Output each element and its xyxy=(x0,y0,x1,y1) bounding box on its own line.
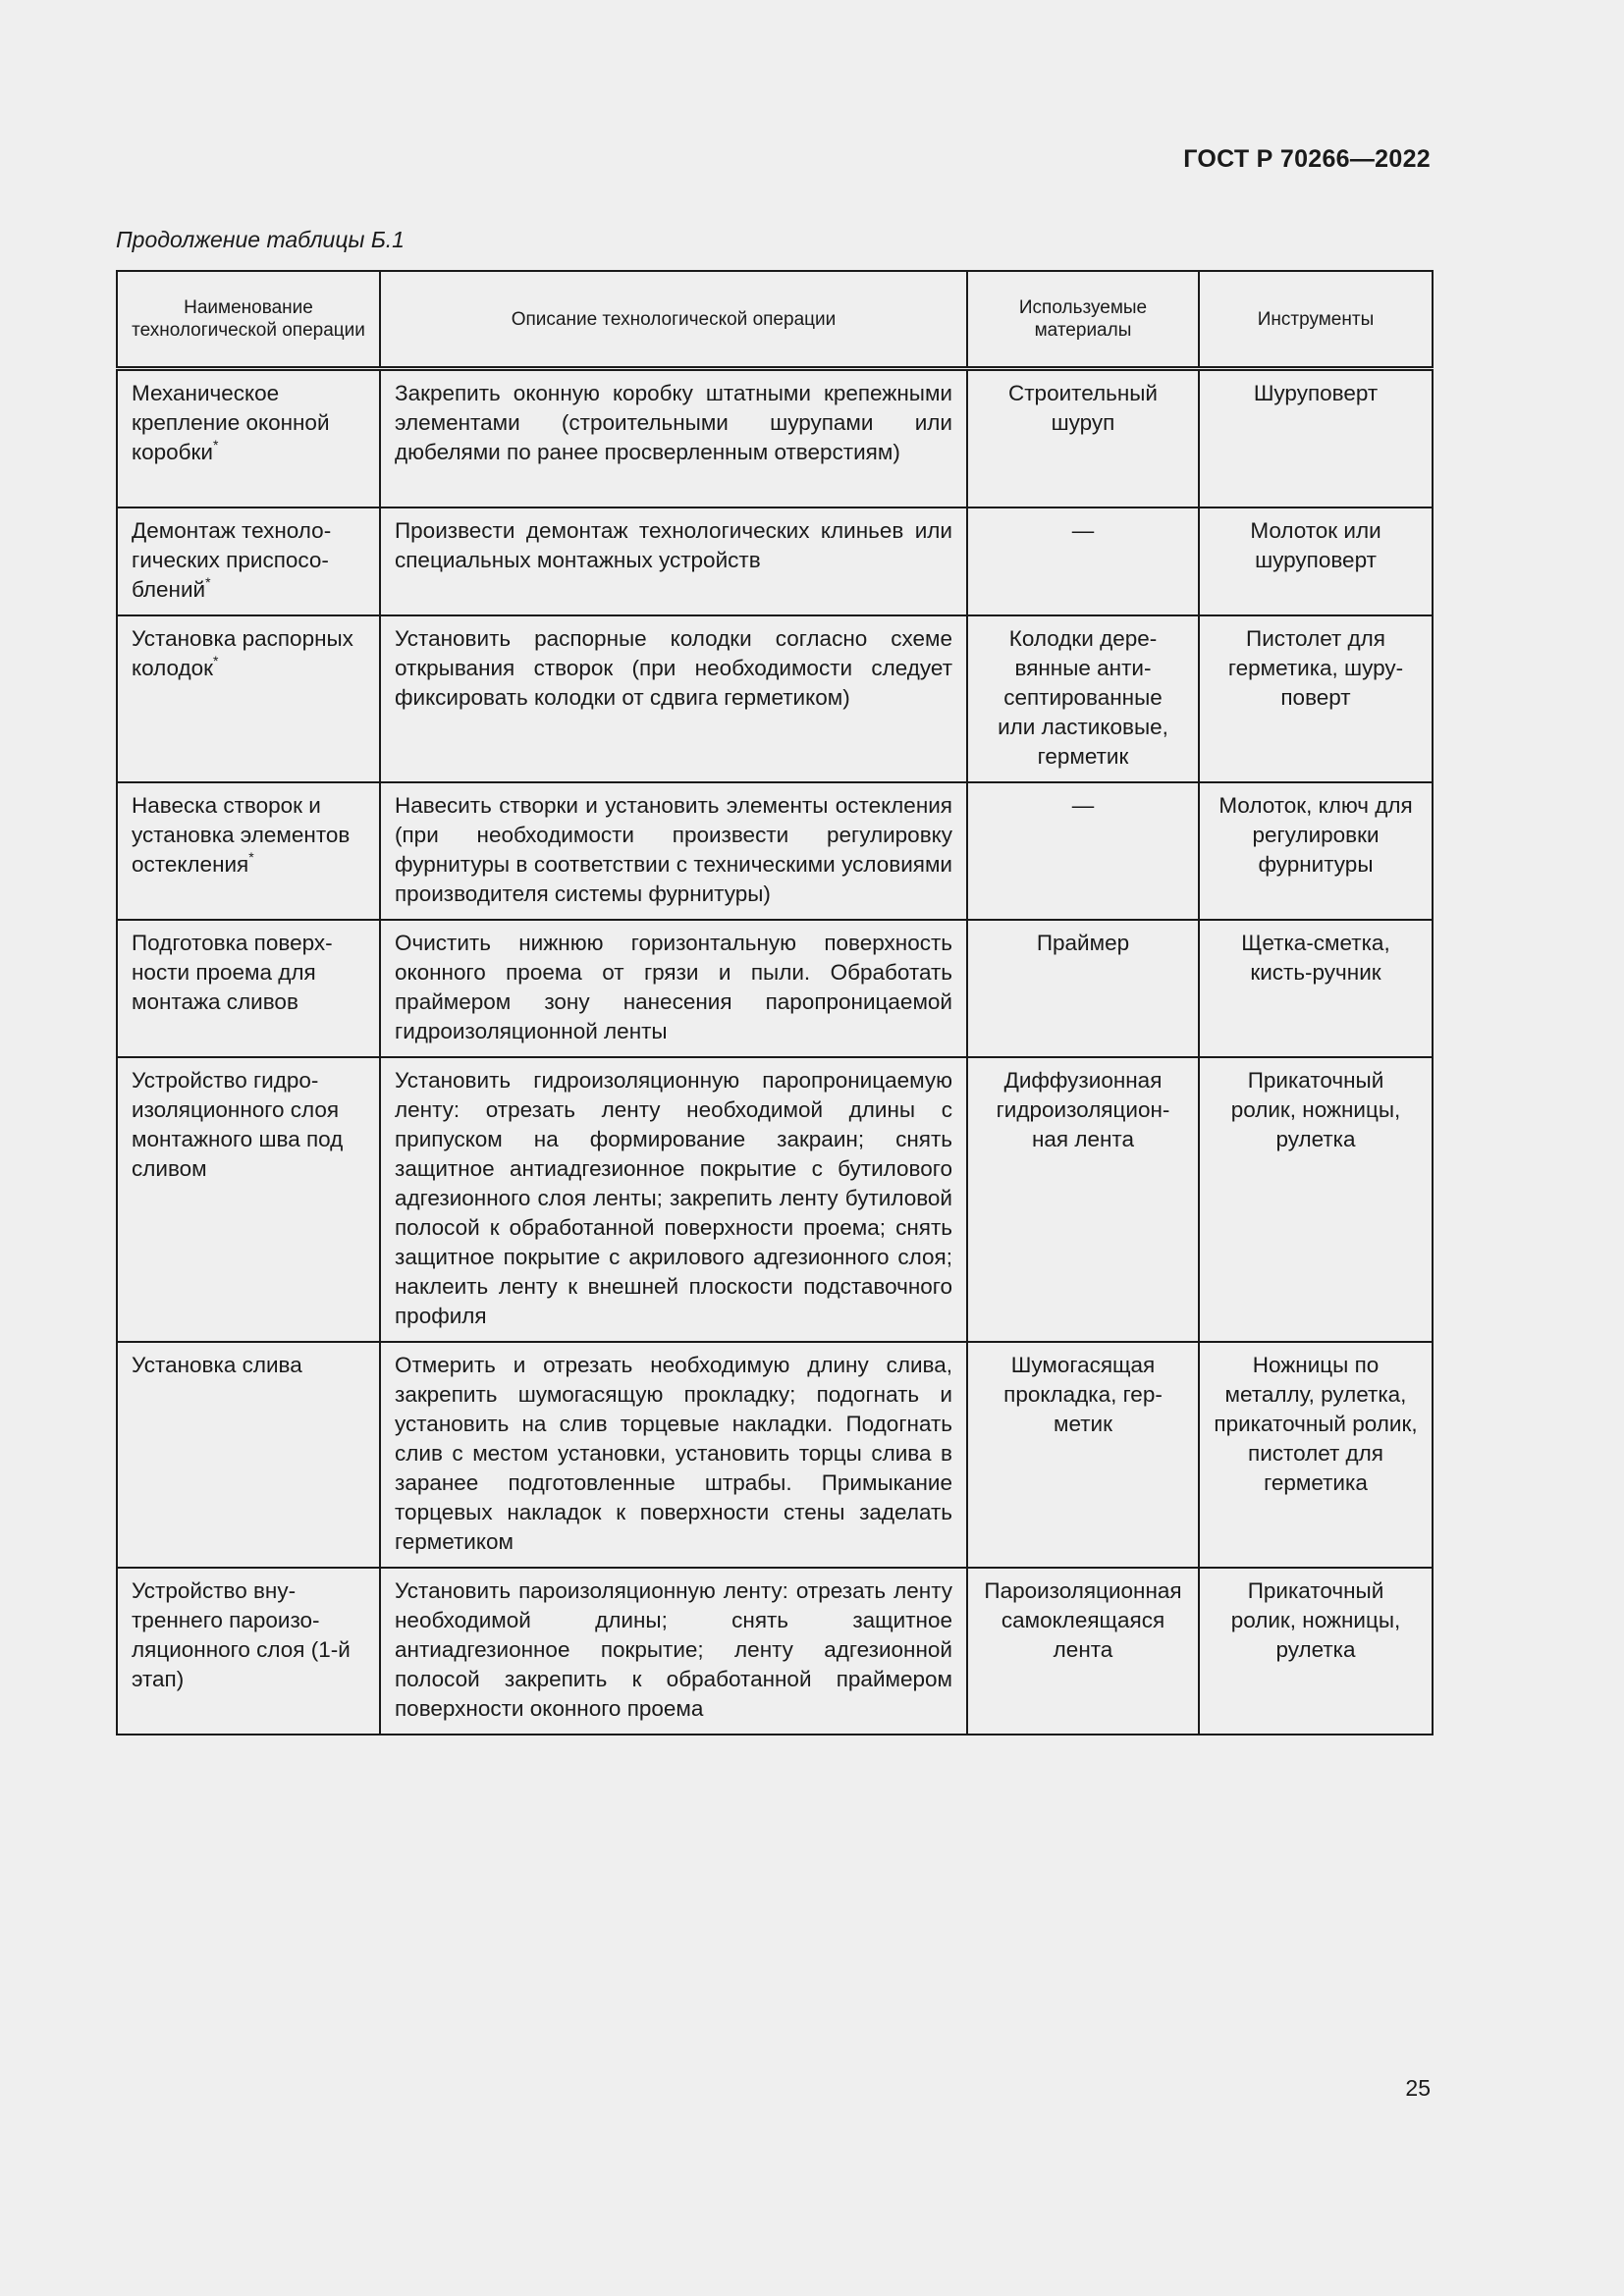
tools-cell: Пистолет для герметика, шуруповерт xyxy=(1199,615,1433,782)
materials-cell: — xyxy=(967,782,1199,920)
description-cell: Закрепить оконную коробку штатными крепежными элементами (строительными шурупами или дюбелями по ранее просверленным отверстиям) xyxy=(380,369,967,508)
column-header-description: Описание технологической операции xyxy=(380,271,967,369)
table-row xyxy=(117,369,1433,508)
operation-cell xyxy=(117,920,380,1057)
operation-cell xyxy=(117,1568,380,1735)
operation-cell xyxy=(117,1057,380,1342)
table-row xyxy=(117,782,1433,920)
table-row xyxy=(117,920,1433,1057)
description-cell: Навесить створки и установить элементы остекления (при необходимости произвести регулировку фурнитуры в соответствии с техническими условиями производителя системы фурнитуры) xyxy=(380,782,967,920)
tools-cell: Прикаточный ролик, ножницы, рулетка xyxy=(1199,1568,1433,1735)
column-header-tools: Инструменты xyxy=(1199,271,1433,369)
footnote-marker: * xyxy=(248,848,254,865)
materials-cell: Диффузионная гидроизоляционная лента xyxy=(967,1057,1199,1342)
operations-table xyxy=(116,270,1434,1735)
operation-cell xyxy=(117,615,380,782)
tools-cell: Шуруповерт xyxy=(1199,369,1433,508)
description-cell: Установить пароизоляционную ленту: отрезать ленту необходимой длины; снять защитное антиадгезионное покрытие; ленту адгезионной полосой закрепить к обработанной праймером поверхности оконного проема xyxy=(380,1568,967,1735)
column-header-materials: Используемые материалы xyxy=(967,271,1199,369)
operation-name: Устройство гидроизоляционного слоя монтажного шва под сливом xyxy=(132,1068,344,1181)
materials-cell: Шумогасящая прокладка, герметик xyxy=(967,1342,1199,1568)
tools-cell: Прикаточный ролик, ножницы, рулетка xyxy=(1199,1057,1433,1342)
materials-cell: Пароизоляционная самоклеящаяся лента xyxy=(967,1568,1199,1735)
footnote-marker: * xyxy=(205,573,211,590)
operation-cell xyxy=(117,507,380,615)
tools-cell: Молоток или шуруповерт xyxy=(1199,507,1433,615)
tools-cell: Ножницы по металлу, рулетка, прикаточный ролик, пистолет для герметика xyxy=(1199,1342,1433,1568)
operation-name: Механическое крепление оконной коробки xyxy=(132,381,330,464)
table-row xyxy=(117,1057,1433,1342)
tools-cell: Молоток, ключ для регулировки фурнитуры xyxy=(1199,782,1433,920)
operation-name: Демонтаж технологических приспособлений xyxy=(132,518,332,602)
column-header-operation: Наименование технологической операции xyxy=(117,271,380,369)
table-row xyxy=(117,1342,1433,1568)
operation-cell xyxy=(117,369,380,508)
operation-cell xyxy=(117,1342,380,1568)
table-row xyxy=(117,507,1433,615)
description-cell: Произвести демонтаж технологических клиньев или специальных монтажных устройств xyxy=(380,507,967,615)
description-cell: Очистить нижнюю горизонтальную поверхность оконного проема от грязи и пыли. Обработать праймером зону нанесения паропроницаемой гидроизоляционной ленты xyxy=(380,920,967,1057)
table-header-row xyxy=(117,271,1433,369)
materials-cell: Колодки деревянные антисептированные или ластиковые, герметик xyxy=(967,615,1199,782)
materials-cell: Праймер xyxy=(967,920,1199,1057)
tools-cell: Щетка-сметка, кисть-ручник xyxy=(1199,920,1433,1057)
operation-name: Подготовка поверхности проема для монтажа сливов xyxy=(132,931,333,1014)
operation-name: Установка слива xyxy=(132,1353,302,1377)
document-standard-number: ГОСТ Р 70266—2022 xyxy=(1183,145,1431,173)
table-row xyxy=(117,1568,1433,1735)
description-cell: Установить гидроизоляционную паропроницаемую ленту: отрезать ленту необходимой длины с припуском на формирование закраин; снять защитное антиадгезионное покрытие с бутилового адгезионного слоя ленты; закрепить ленту бутиловой полосой к обработанной поверхности проема; снять защитное покрытие с акрилового адгезионного слоя; наклеить ленту к внешней плоскости подставочного профиля xyxy=(380,1057,967,1342)
operation-cell xyxy=(117,782,380,920)
page-number: 25 xyxy=(1405,2075,1431,2101)
footnote-marker: * xyxy=(212,436,219,453)
materials-cell: — xyxy=(967,507,1199,615)
description-cell: Отмерить и отрезать необходимую длину слива, закрепить шумогасящую прокладку; подогнать и установить на слив торцевые накладки. Подогнать слив с местом установки, установить торцы слива в заранее подготовленные штрабы. Примыкание торцевых накладок к поверхности стены заделать герметиком xyxy=(380,1342,967,1568)
operation-name: Устройство внутреннего пароизоляционного слоя (1-й этап) xyxy=(132,1578,351,1691)
table-row xyxy=(117,615,1433,782)
table-caption: Продолжение таблицы Б.1 xyxy=(116,227,405,252)
description-cell: Установить распорные колодки согласно схеме открывания створок (при необходимости следует фиксировать колодки от сдвига герметиком) xyxy=(380,615,967,782)
footnote-marker: * xyxy=(213,652,219,668)
materials-cell: Строительный шуруп xyxy=(967,369,1199,508)
operation-name: Установка распорных колодок xyxy=(132,626,353,680)
operation-name: Навеска створок и установка элементов остекления xyxy=(132,793,351,877)
